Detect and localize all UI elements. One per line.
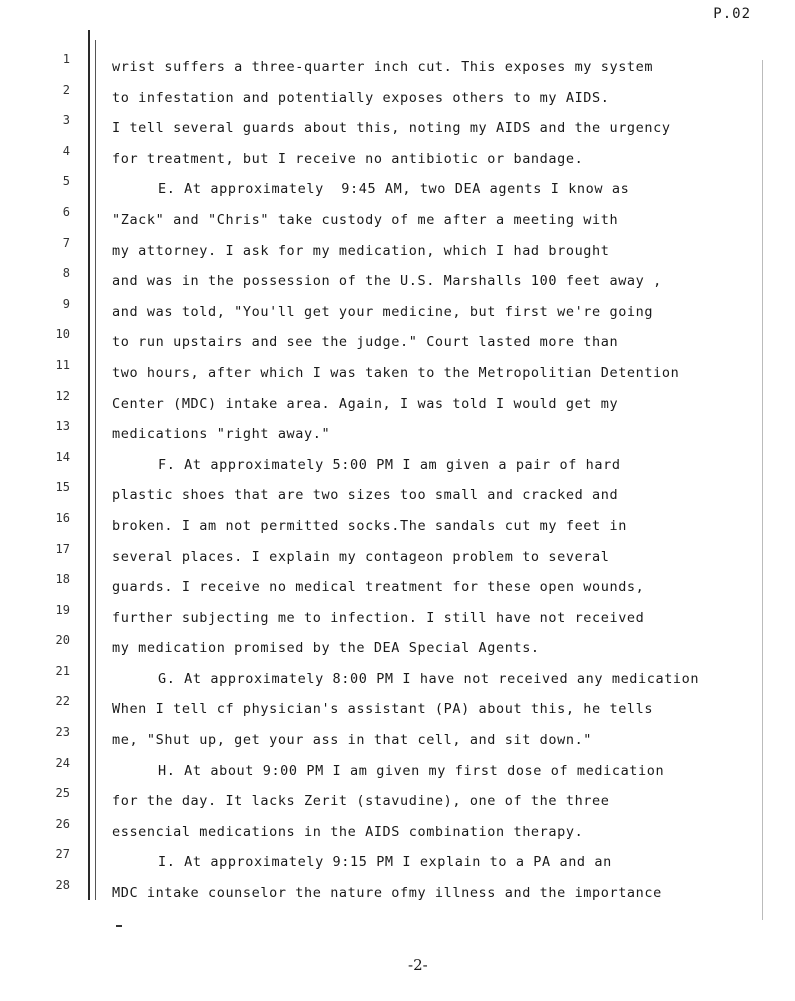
stray-mark bbox=[116, 925, 122, 927]
line-number: 6 bbox=[62, 204, 70, 219]
text-line: for treatment, but I receive no antibiotic or bandage. bbox=[112, 150, 584, 167]
text-line: me, "Shut up, get your ass in that cell, and sit down." bbox=[112, 732, 593, 749]
text-line: essencial medications in the AIDS combination therapy. bbox=[112, 823, 584, 840]
line-number: 28 bbox=[55, 878, 70, 893]
line-number: 8 bbox=[62, 266, 70, 281]
line-number: 13 bbox=[55, 419, 70, 434]
line-number: 9 bbox=[62, 296, 70, 311]
text-line: and was told, "You'll get your medicine, but first we're going bbox=[112, 303, 654, 320]
line-number: 23 bbox=[55, 725, 70, 740]
line-number: 22 bbox=[55, 694, 70, 709]
line-number: 16 bbox=[55, 510, 70, 525]
line-number: 10 bbox=[55, 327, 70, 342]
line-number: 26 bbox=[55, 816, 70, 831]
line-number: 17 bbox=[55, 541, 70, 556]
text-line: for the day. It lacks Zerit (stavudine), one of the three bbox=[112, 793, 610, 810]
line-number: 1 bbox=[62, 52, 70, 66]
text-line: guards. I receive no medical treatment for these open wounds, bbox=[112, 579, 645, 596]
text-line: wrist suffers a three-quarter inch cut. This exposes my system bbox=[112, 59, 654, 75]
line-number: 18 bbox=[55, 572, 70, 587]
line-number: 11 bbox=[55, 357, 70, 372]
text-line: Center (MDC) intake area. Again, I was told I would get my bbox=[112, 395, 619, 412]
line-number: 7 bbox=[62, 235, 70, 250]
line-number: 15 bbox=[55, 480, 70, 495]
fax-page-number: P.02 bbox=[713, 6, 751, 22]
text-line: broken. I am not permitted socks.The sandals cut my feet in bbox=[112, 517, 627, 534]
text-line: several places. I explain my contageon problem to several bbox=[112, 548, 610, 565]
text-line: to infestation and potentially exposes others to my AIDS. bbox=[112, 89, 610, 106]
text-line: I. At approximately 9:15 PM I explain to a PA and an bbox=[158, 854, 612, 871]
text-line: I tell several guards about this, noting my AIDS and the urgency bbox=[112, 120, 671, 137]
text-line: two hours, after which I was taken to the Metropolitian Detention bbox=[112, 364, 680, 381]
text-line: H. At about 9:00 PM I am given my first dose of medication bbox=[158, 762, 665, 779]
text-line: plastic shoes that are two sizes too small and cracked and bbox=[112, 487, 619, 504]
line-number-column bbox=[42, 52, 70, 909]
text-line: further subjecting me to infection. I still have not received bbox=[112, 609, 645, 626]
text-line: and was in the possession of the U.S. Marshalls 100 feet away , bbox=[112, 273, 662, 290]
text-line: to run upstairs and see the judge." Court lasted more than bbox=[112, 334, 619, 351]
page-number: -2- bbox=[408, 956, 428, 974]
text-line: "Zack" and "Chris" take custody of me after a meeting with bbox=[112, 211, 619, 228]
text-line: MDC intake counselor the nature ofmy illness and the importance bbox=[112, 885, 662, 902]
text-line: medications "right away." bbox=[112, 426, 331, 443]
line-number: 3 bbox=[62, 113, 70, 128]
text-line: my attorney. I ask for my medication, which I had brought bbox=[112, 242, 610, 259]
line-number: 20 bbox=[55, 633, 70, 648]
line-number: 24 bbox=[55, 755, 70, 770]
line-number: 19 bbox=[55, 602, 70, 617]
line-number: 12 bbox=[55, 388, 70, 403]
line-number: 4 bbox=[62, 143, 70, 158]
right-margin-rule bbox=[762, 60, 763, 920]
text-line: E. At approximately 9:45 AM, two DEA agents I know as bbox=[158, 181, 630, 198]
text-line: When I tell cf physician's assistant (PA) about this, he tells bbox=[112, 701, 654, 718]
line-number: 27 bbox=[55, 847, 70, 862]
line-number: 21 bbox=[55, 663, 70, 678]
line-number: 25 bbox=[55, 786, 70, 801]
document-body bbox=[112, 57, 752, 914]
text-line: F. At approximately 5:00 PM I am given a pair of hard bbox=[158, 456, 621, 473]
line-number: 14 bbox=[55, 449, 70, 464]
left-margin-rule bbox=[88, 30, 90, 900]
text-line: my medication promised by the DEA Special Agents. bbox=[112, 640, 540, 657]
left-margin-rule-inner bbox=[95, 40, 96, 900]
line-number: 2 bbox=[62, 82, 70, 97]
line-number: 5 bbox=[62, 174, 70, 189]
text-line: G. At approximately 8:00 PM I have not received any medication bbox=[158, 670, 700, 687]
